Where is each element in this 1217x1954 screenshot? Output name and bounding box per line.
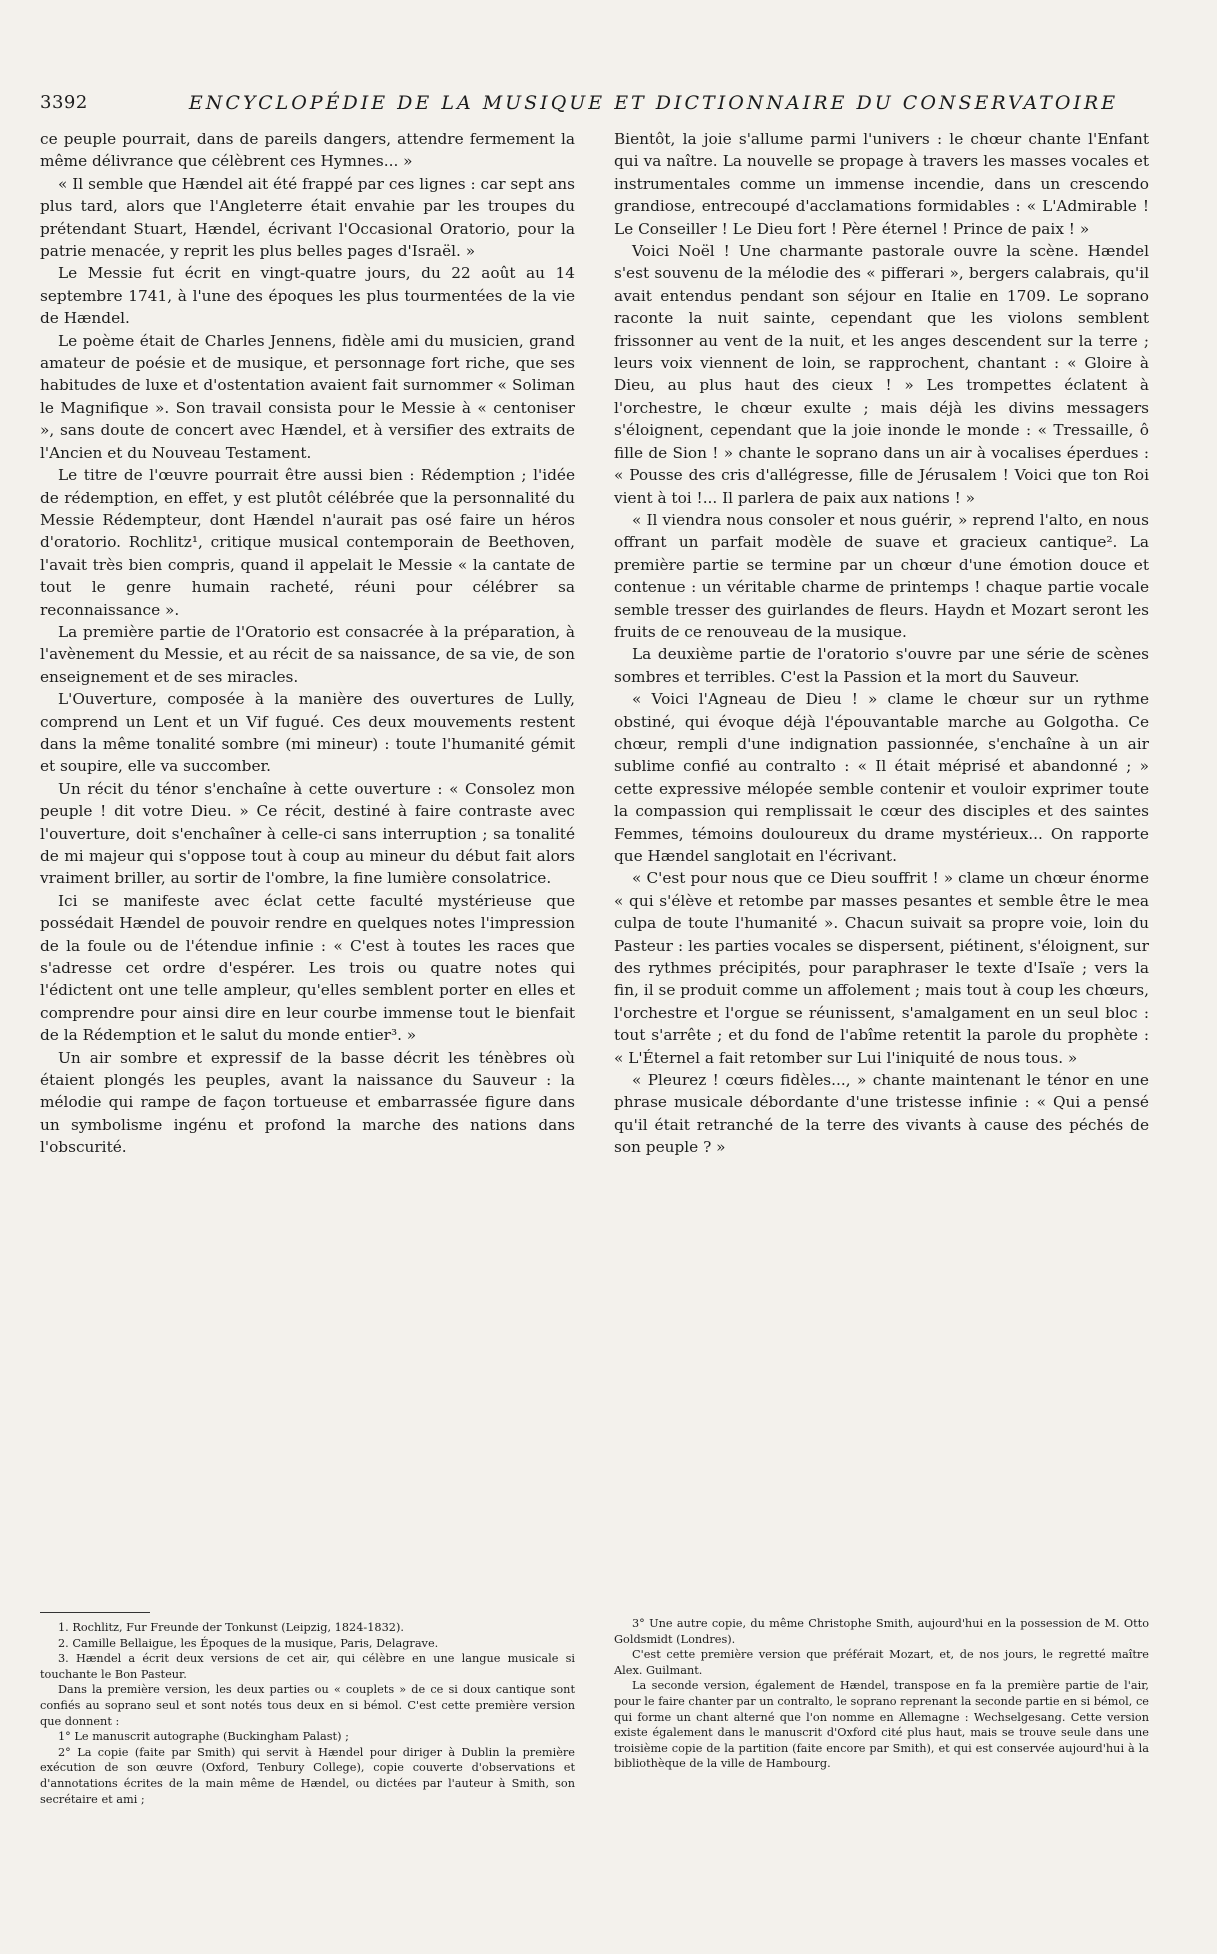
- footnote: 1. Rochlitz, Fur Freunde der Tonkunst (Leipzig, 1824-1832).: [58, 1621, 404, 1634]
- page-number: 3392: [40, 92, 88, 113]
- footnote: C'est cette première version que préférait Mozart, et, de nos jours, le regretté maître Alex. Guilmant.: [614, 1648, 1149, 1677]
- footnotes-right: [614, 1616, 1149, 1772]
- running-title: ENCYCLOPÉDIE DE LA MUSIQUE ET DICTIONNAIRE DU CONSERVATOIRE: [188, 92, 1119, 114]
- paragraph: Ici se manifeste avec éclat cette faculté mystérieuse que possédait Hændel de pouvoir rendre en quelques notes l'impression de la foule ou de l'étendue infinie : « C'est à toutes les races que s'adresse cet ordre d'espérer. Les trois ou quatre notes qui l'édictent ont une telle ampleur, qu'elles semblent porter en elles et comprendre pour ainsi dire en leur courbe immense tout le bienfait de la Rédemption et le salut du monde entier³. »: [40, 891, 575, 1045]
- left-column: [40, 128, 575, 1159]
- paragraph: L'Ouverture, composée à la manière des ouvertures de Lully, comprend un Lent et un Vif fugué. Ces deux mouvements restent dans la même tonalité sombre (mi mineur) : toute l'humanité gémit et soupire, elle va succomber.: [40, 690, 575, 776]
- paragraph: La deuxième partie de l'oratorio s'ouvre par une série de scènes sombres et terribles. C'est la Passion et la mort du Sauveur.: [614, 645, 1149, 686]
- paragraph: Bientôt, la joie s'allume parmi l'univers : le chœur chante l'Enfant qui va naître. La nouvelle se propage à travers les masses vocales et instrumentales comme un immense incendie, dans un crescendo grandiose, entrecoupé d'acclamations formidables : « L'Admirable ! Le Conseiller ! Le Dieu fort ! Père éternel ! Prince de paix ! »: [614, 130, 1149, 238]
- footnote: 1° Le manuscrit autographe (Buckingham Palast) ;: [58, 1730, 349, 1744]
- footnotes-left: [40, 1620, 575, 1807]
- paragraph: Un récit du ténor s'enchaîne à cette ouverture : « Consolez mon peuple ! dit votre Dieu. » Ce récit, destiné à faire contraste avec l'ouverture, doit s'enchaîner à celle-ci sans interruption ; sa tonalité de mi majeur qui s'oppose tout à coup au mineur du début fait alors vraiment briller, au sortir de l'ombre, la fine lumière consolatrice.: [40, 779, 575, 888]
- paragraph: ce peuple pourrait, dans de pareils dangers, attendre fermement la même délivrance que célèbrent ces Hymnes... »: [40, 130, 575, 171]
- paragraph: Le titre de l'œuvre pourrait être aussi bien : Rédemption ; l'idée de rédemption, en effet, y est plutôt célébrée que la personnalité du Messie Rédempteur, dont Hændel n'aurait pas osé faire un héros d'oratorio. Rochlitz¹, critique musical contemporain de Beethoven, l'avait très bien compris, quand il appelait le Messie « la cantate de tout le genre humain racheté, réuni pour célébrer sa reconnaissance ».: [40, 466, 575, 619]
- right-column: [614, 128, 1149, 1159]
- paragraph: Un air sombre et expressif de la basse décrit les ténèbres où étaient plongés les peuples, avant la naissance du Sauveur : la mélodie qui rampe de façon tortueuse et embarrassée figure dans un symbolisme ingénu et profond la marche des nations dans l'obscurité.: [40, 1048, 575, 1157]
- paragraph: « Il viendra nous consoler et nous guérir, » reprend l'alto, en nous offrant un parfait modèle de suave et gracieux cantique². La première partie se termine par un chœur d'une émotion douce et contenue : un véritable charme de printemps ! chaque partie vocale semble tresser des guirlandes de fleurs. Haydn et Mozart seront les fruits de ce renouveau de la musique.: [614, 510, 1149, 641]
- footnote: La seconde version, également de Hændel, transpose en fa la première partie de l'air, pour le faire chanter par un contralto, le soprano reprenant la seconde partie en si bémol, ce qui forme un chant alterné que l'on nomme en Allemagne : Wechselgesang. Cette version existe également dans le manuscrit d'Oxford cité plus haut, mais se trouve seule dans une troisième copie de la partition (faite encore par Smith), et qui est conservée aujourd'hui à la bibliothèque de la ville de Hambourg.: [614, 1679, 1149, 1771]
- page-header: [40, 92, 1152, 116]
- paragraph: Voici Noël ! Une charmante pastorale ouvre la scène. Hændel s'est souvenu de la mélodie des « pifferari », bergers calabrais, qu'il avait entendus pendant son séjour en Italie en 1709. Le soprano raconte la nuit sainte, cependant que les violons semblent frissonner au vent de la nuit, et les anges descendent sur la terre ; leurs voix viennent de loin, se rapprochent, chantant : « Gloire à Dieu, au plus haut des cieux ! » Les trompettes éclatent à l'orchestre, le chœur exulte ; mais déjà les divins messagers s'éloignent, cependant que la joie inonde le monde : « Tressaille, ô fille de Sion ! » chante le soprano dans un air à vocalises éperdues : « Pousse des cris d'allégresse, fille de Jérusalem ! Voici que ton Roi vient à toi !... Il parlera de paix aux nations ! »: [614, 242, 1149, 507]
- footnote: Dans la première version, les deux parties ou « couplets » de ce si doux cantique sont confiés au soprano seul et sont notés tous deux en si bémol. C'est cette première version que donnent :: [40, 1683, 575, 1728]
- paragraph: « Pleurez ! cœurs fidèles..., » chante maintenant le ténor en une phrase musicale débordante d'une tristesse infinie : « Qui a pensé qu'il était retranché de la terre des vivants à cause des péchés de son peuple ? »: [614, 1071, 1149, 1157]
- paragraph: « Voici l'Agneau de Dieu ! » clame le chœur sur un rythme obstiné, qui évoque déjà l'épouvantable marche au Golgotha. Ce chœur, rempli d'une indignation passionnée, s'enchaîne à un air sublime confié au contralto : « Il était méprisé et abandonné ; » cette expressive mélopée semble contenir et vouloir exprimer toute la compassion qui remplissait le cœur des disciples et des saintes Femmes, témoins douloureux du drame mystérieux... On rapporte que Hændel sanglotait en l'écrivant.: [614, 690, 1149, 865]
- footnote: 3° Une autre copie, du même Christophe Smith, aujourd'hui en la possession de M. Otto Goldsmidt (Londres).: [614, 1617, 1149, 1646]
- paragraph: « C'est pour nous que ce Dieu souffrit ! » clame un chœur énorme « qui s'élève et retombe par masses pesantes et semble être le mea culpa de toute l'humanité ». Chacun suivait sa propre voie, loin du Pasteur : les parties vocales se dispersent, piétinent, s'éloignent, sur des rythmes précipités, pour paraphraser le texte d'Isaïe ; vers la fin, il se produit comme un affolement ; mais tout à coup les chœurs, l'orchestre et l'orgue se réunissent, s'amalgament en un seul bloc : tout s'arrête ; et du fond de l'abîme retentit la parole du prophète : « L'Éternel a fait retomber sur Lui l'iniquité de nous tous. »: [614, 869, 1149, 1067]
- paragraph: « Il semble que Hændel ait été frappé par ces lignes : car sept ans plus tard, alors que l'Angleterre était envahie par les troupes du prétendant Stuart, Hændel, écrivant l'Occasional Oratorio, pour la patrie menacée, y reprit les plus belles pages d'Israël. »: [40, 174, 575, 261]
- footnote: 2. Camille Bellaigue, les Époques de la musique, Paris, Delagrave.: [58, 1636, 439, 1650]
- paragraph: Le poème était de Charles Jennens, fidèle ami du musicien, grand amateur de poésie et de musique, et personnage fort riche, que ses habitudes de luxe et d'ostentation avaient fait surnommer « Soliman le Magnifique ». Son travail consista pour le Messie à « centoniser », sans doute de concert avec Hændel, et à versifier des extraits de l'Ancien et du Nouveau Testament.: [40, 331, 575, 462]
- paragraph: Le Messie fut écrit en vingt-quatre jours, du 22 août au 14 septembre 1741, à l'une des époques les plus tourmentées de la vie de Hændel.: [40, 264, 575, 328]
- footnote: 2° La copie (faite par Smith) qui servit à Hændel pour diriger à Dublin la première exécution de son œuvre (Oxford, Tenbury College), copie couverte d'observations et d'annotations écrites de la main même de Hændel, ou dictées par l'auteur à Smith, son secrétaire et ami ;: [40, 1745, 575, 1806]
- paragraph: La première partie de l'Oratorio est consacrée à la préparation, à l'avènement du Messie, et au récit de sa naissance, de sa vie, de son enseignement et de ses miracles.: [40, 622, 575, 686]
- footnote-divider: [40, 1612, 150, 1613]
- footnote: 3. Hændel a écrit deux versions de cet air, qui célèbre en une langue musicale si touchante le Bon Pasteur.: [40, 1652, 575, 1681]
